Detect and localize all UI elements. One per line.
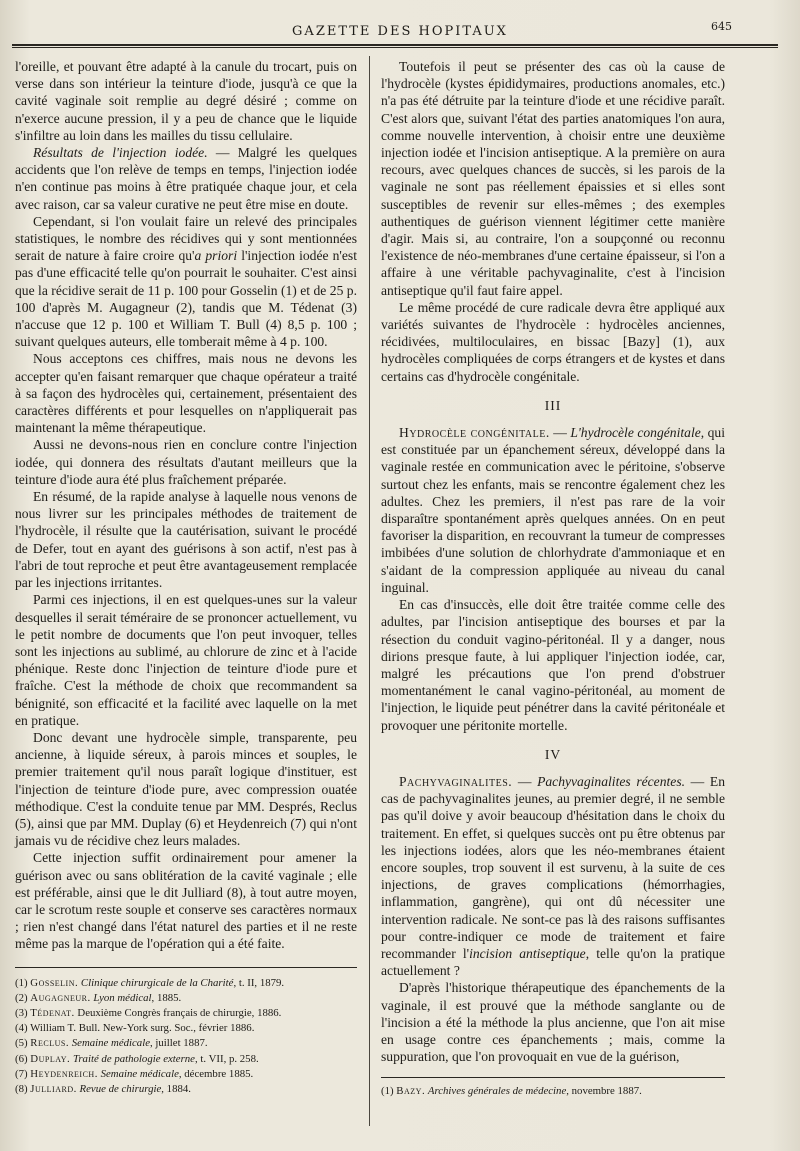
footnote-author: Tédenat. <box>30 1006 75 1019</box>
footnote-work: Revue de chirurgie <box>79 1082 162 1095</box>
footnote <box>15 1082 357 1097</box>
header-rule <box>12 44 778 48</box>
footnote-number: (5) <box>15 1037 28 1050</box>
paragraph-text: , telle qu'on la pratique actuellement ? <box>381 945 725 979</box>
footnote-author: Duplay. <box>30 1052 71 1065</box>
section-heading: Pachyvaginalites. <box>399 773 513 789</box>
paragraph-text: — Malgré les quelques accidents que l'on relève de temps en temps, l'injection iodée n'en continue pas moins à être pratiquée chaque jour, et cela avec raison, car sa valeur curative ne peut être mise en doute. <box>15 145 358 212</box>
footnote-number: (3) <box>15 1006 28 1019</box>
paragraph: En résumé, de la rapide analyse à laquelle nous venons de nous livrer sur les principales méthodes de traitement de l'hydrocèle, il résulte que la cautérisation, suivant le procédé de Defer, tout en ayant des guérisons à son actif, n'est pas à l'abri de tout reproche et peut être avantageusement remplacée par les injections irritantes. <box>15 489 357 591</box>
italic-phrase: Pachyvaginalites récentes. <box>537 773 686 789</box>
left-column <box>15 58 357 1097</box>
footnote-author: Augagneur. <box>30 991 91 1004</box>
paragraph: En cas d'insuccès, elle doit être traitée comme celle des adultes, par l'incision antiseptique des bourses et par la résection du conduit vagino-péritonéal. Il y a danger, nous dirions presque faute, à lui appliquer l'injection iodée, car, malgré les précautions que l'on prend d'obstruer momentanément le canal vagino-péritonéal, au moment de l'injection, le liquide peut pénétrer dans la cavité péritonéale et provoquer une péritonite mortelle. <box>381 597 725 733</box>
paragraph: D'après l'historique thérapeutique des épanchements de la vaginale, il est prouvé que la méthode sanglante ou de l'incision a été la méthode la plus ancienne, que l'on ait mise en usage contre ces épanchements ; mais, comme la suppuration, que l'on provoquait en vue de la guérison, <box>381 980 725 1065</box>
paragraph: Nous acceptons ces chiffres, mais nous ne devons les accepter qu'en faisant remarquer que chaque opérateur a traité à sa façon des hydrocèles qui, certainement, présentaient des caractères différents et pour lesquelles on n'appliquerait pas maintenant la même thérapeutique. <box>15 351 357 436</box>
footnote-work: Semaine médicale <box>100 1067 179 1080</box>
footnote-work: Traité de pathologie externe <box>72 1052 195 1065</box>
footnote-work: Archives générales de médecine <box>427 1085 567 1098</box>
footnote-rest: , t. VII, p. 258. <box>194 1052 259 1065</box>
paragraph-text: , qui est constituée par un épanchement séreux, développé dans la vaginale restée en communication avec le péritoine, s'observe surtout chez les enfants, mais se rencontre également chez les adultes. Chez les premiers, il n'est pas rare de la voir disparaître spontanément après quelques années. On en peut favoriser la disparition, en recouvrant la tumeur de compresses imbibées d'une solution de chlorhydrate d'ammoniaque et en s'aidant de la compression appliquée au niveau du canal inguinal. <box>381 425 726 595</box>
footnote-rest: , novembre 1887. <box>566 1085 642 1098</box>
footnote-rest: William T. Bull. New-York surg. Soc., février 1886. <box>30 1022 255 1035</box>
right-column <box>381 58 725 1100</box>
footnote <box>15 991 357 1006</box>
paragraph <box>15 213 357 351</box>
footnote-author: Bazy. <box>396 1085 426 1098</box>
footnote <box>15 1021 357 1036</box>
footnote-work: Semaine médicale <box>71 1037 150 1050</box>
section-number: III <box>544 397 562 413</box>
column-divider <box>369 56 370 1126</box>
footnote <box>15 1036 357 1051</box>
footnote <box>381 1084 725 1099</box>
footnote <box>15 976 357 991</box>
paragraph-text: l'injection iodée n'est pas d'une efficacité telle qu'on pourrait le souhaiter. C'est ainsi que la récidive serait de 11 p. 100 pour Gosselin (1) et de 25 p. 100 d'après M. Augagneur (2), tandis que M. Tédenat (3) n'accuse que 12 p. 100 et William T. Bull (4) 8,5 p. 100 ; suivant quelques auteurs, elle tomberait même à 4 p. 100. <box>15 248 357 350</box>
dash: — <box>512 773 538 789</box>
paragraph-heading: Résultats de l'injection iodée. <box>33 145 208 161</box>
footnote-rest: , t. II, 1879. <box>233 976 285 989</box>
footnote-author: Julliard. <box>30 1082 77 1095</box>
footnote-number: (7) <box>15 1067 28 1080</box>
footnote-number: (1) <box>381 1085 394 1098</box>
footnote-author: Heydenreich. <box>30 1067 98 1080</box>
footnote-author: Reclus. <box>30 1037 70 1050</box>
page-number: 645 <box>711 20 732 33</box>
paragraph: Donc devant une hydrocèle simple, transparente, peu ancienne, à liquide séreux, à parois minces et souples, le premier traitement qu'il nous paraît logique d'instituer, est l'injection de teinture d'iode pure, avec compression ouatée méthodique. C'est la conduite tenue par MM. Després, Reclus (5), ainsi que par MM. Duplay (6) et Heydenreich (7) qui n'ont jamais vu de récidive chez leurs malades. <box>15 729 357 849</box>
paragraph-text: Cependant, si l'on voulait faire un relevé des principales statistiques, le nombre des récidives qui y sont mentionnées serait de nature à faire croire qu' <box>15 213 357 264</box>
italic-phrase: a priori <box>194 248 238 264</box>
page-header <box>0 14 800 44</box>
footnote-work: Lyon médical <box>93 991 152 1004</box>
paragraph: Cette injection suffit ordinairement pour amener la guérison avec ou sans oblitération de la cavité vaginale ; elle est préférable, ainsi que le dit Julliard (8), à tout autre moyen, car le scrotum reste souple et conserve ses caractères normaux ; rien n'est changé dans l'état naturel des parties et il ne reste même pas la marque de l'opération qui a été faite. <box>15 850 357 952</box>
footnote-number: (1) <box>15 976 28 989</box>
footnote-rest: , 1885. <box>151 991 182 1004</box>
footnote <box>15 1006 357 1021</box>
footnote-number: (8) <box>15 1082 28 1095</box>
paragraph <box>381 773 725 979</box>
footnote-rest: Deuxième Congrès français de chirurgie, 1886. <box>74 1006 282 1019</box>
section-heading: Hydrocèle congénitale. <box>399 425 550 441</box>
italic-phrase: L'hydrocèle congénitale <box>570 425 701 441</box>
paragraph <box>15 144 357 213</box>
paragraph: Toutefois il peut se présenter des cas où la cause de l'hydrocèle (kystes épididymaires, productions anomales, etc.) n'a pas été détruite par la teinture d'iode et une récidive paraît. C'est alors que, suivant l'état des parties anatomiques l'on aura, comme nouvelle intervention, à choisir entre une deuxième injection iodée et l'incision antiseptique. A la première on aura recours, avec quelques chances de succès, si les parois de la vaginale ne sont pas réellement épaissies et si elles sont susceptibles de revenir sur elles-mêmes ; des exemples authentiques de guérison viennent légitimer cette manière d'agir. Mais si, au contraire, l'on a soupçonné ou reconnu l'existence de néo-membranes d'une certaine épaisseur, si l'on a affaire à une véritable pachyvaginalite, c'est à l'incision antiseptique qu'il faut faire appel. <box>381 59 725 298</box>
footnotes <box>15 976 357 1098</box>
footnote-rest: , juillet 1887. <box>150 1037 208 1050</box>
paragraph: l'oreille, et pouvant être adapté à la canule du trocart, puis on verse dans son intérieur la teinture d'iode, jusqu'à ce que la cavité vaginale soit remplie au degré désiré ; comme on n'exerce aucune pression, il y a peu de chance que le liquide s'infiltre au loin dans les mailles du tissu cellulaire. <box>15 59 357 143</box>
footnote <box>15 1052 357 1067</box>
footnote-work: Clinique chirurgicale de la Charité <box>80 976 234 989</box>
paragraph: Aussi ne devons-nous rien en conclure contre l'injection iodée, qui donnera des résultats d'autant meilleurs que la teinture d'iode aura été plus fraîchement préparée. <box>15 437 357 487</box>
footnote-rule <box>381 1077 725 1078</box>
paragraph-text: — En cas de pachyvaginalites jeunes, au premier degré, il ne semble pas qu'il doive y avoir beaucoup d'hésitation dans le choix du traitement. En effet, si quelques succès ont pu être obtenus par les injections iodées, alors que les néo-membranes étaient encore souples, trop souvent il est survenu, à la suite de ces injections, de graves complications (hémorrhagies, inflammation, gangrène), qui ont dû nécessiter une intervention radicale. Ne sont-ce pas là des raisons suffisantes pour contre-indiquer ce mode de traitement et faire recommander l' <box>381 773 726 961</box>
paragraph: Parmi ces injections, il en est quelques-unes sur la valeur desquelles il serait téméraire de se prononcer actuellement, vu le petit nombre de documents que l'on peut invoquer, telles sont les injections au sublimé, au chlorure de zinc et à l'acide phénique. Reste donc l'injection de teinture d'iode pure et fraîche. C'est la méthode de choix que recommandent sa bénignité, son efficacité et la facilité avec laquelle on la met en pratique. <box>15 592 357 728</box>
footnote-number: (6) <box>15 1052 28 1065</box>
paragraph <box>381 424 725 596</box>
footnote-rest: , 1884. <box>161 1082 191 1095</box>
footnote-rest: , décembre 1885. <box>178 1067 254 1080</box>
journal-title: GAZETTE DES HOPITAUX <box>292 24 508 39</box>
dash: — <box>549 425 571 441</box>
footnote-rule <box>15 967 357 968</box>
footnote-author: Gosselin. <box>30 976 79 989</box>
footnote-number: (4) <box>15 1022 28 1035</box>
section-number: IV <box>544 746 562 762</box>
footnote <box>15 1067 357 1082</box>
paragraph: Le même procédé de cure radicale devra être appliqué aux variétés suivantes de l'hydrocèle : hydrocèles anciennes, récidivées, multiloculaires, en bissac [Bazy] (1), aux hydrocèles compliquées de corps étrangers et de kystes et dans certains cas d'hydrocèle congénitale. <box>381 299 725 384</box>
footnote-number: (2) <box>15 991 28 1004</box>
italic-phrase: incision antiseptique <box>469 945 586 961</box>
